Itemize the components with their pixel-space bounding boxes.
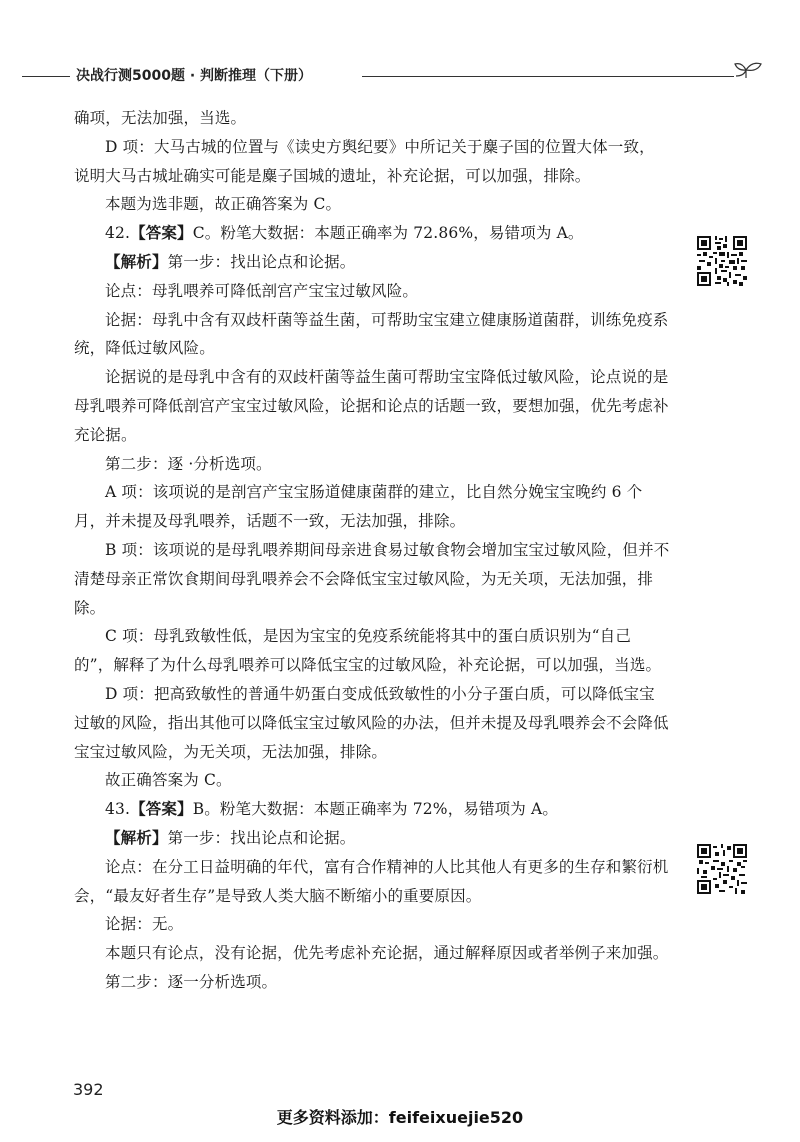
analysis-text: 第一步：找出论点和论据。 [167, 252, 356, 271]
paragraph: C 项：母乳致敏性低，是因为宝宝的免疫系统能将其中的蛋白质识别为“自己的”，解释了为什么母乳喂养可以降低宝宝的过敏风险，补充论据，可以加强，当选。 [74, 627, 662, 675]
paragraph: D 项：大马古城的位置与《读史方舆纪要》中所记关于麋子国的位置大体一致，说明大马古城址确实可能是麋子国城的遗址，补充论据，可以加强，排除。 [74, 137, 655, 185]
paragraph: 本题为选非题，故正确答案为 C。 [105, 195, 342, 214]
answer-text: C。粉笔大数据：本题正确率为 72.86%，易错项为 A。 [192, 224, 584, 243]
answer-label: 【答案】 [130, 799, 193, 819]
header-rule-left [22, 76, 70, 77]
analysis-text: 第一步：找出论点和论据。 [167, 828, 356, 847]
paragraph: B 项：该项说的是母乳喂养期间母亲进食易过敏食物会增加宝宝过敏风险，但并不清楚母亲正常饮食期间母乳喂养会不会降低宝宝过敏风险，为无关项，无法加强，排除。 [74, 540, 670, 617]
analysis-line [74, 248, 670, 277]
paragraph: 论点：在分工日益明确的年代，富有合作精神的人比其他人有更多的生存和繁衍机会，“最友好者生存”是导致人类大脑不断缩小的重要原因。 [74, 857, 669, 905]
question-number: 42. [105, 224, 131, 243]
running-header [22, 58, 762, 92]
paragraph: D 项：把高致敏性的普通牛奶蛋白变成低致敏性的小分子蛋白质，可以降低宝宝过敏的风险，指出其他可以降低宝宝过敏风险的办法，但并未提及母乳喂养会不会降低宝宝过敏风险，为无关项，无法加强，排除。 [74, 684, 669, 761]
qr-code[interactable] [697, 844, 747, 894]
sprout-icon [730, 58, 766, 88]
answer-line-43 [74, 795, 670, 824]
answer-text: B。粉笔大数据：本题正确率为 72%，易错项为 A。 [192, 800, 559, 819]
qr-code-image [697, 236, 747, 286]
analysis-label: 【解析】 [105, 251, 168, 271]
paragraph: 第二步：逐一分析选项。 [105, 972, 278, 991]
analysis-label: 【解析】 [105, 827, 168, 847]
paragraph: 确项，无法加强，当选。 [74, 109, 247, 127]
paragraph: 第二步：逐 ·分析选项。 [105, 454, 272, 473]
analysis-line [74, 824, 670, 853]
qr-code-image [697, 844, 747, 894]
footer-note: 更多资料添加：feifeixuejie520 [276, 1108, 524, 1127]
answer-content [74, 104, 670, 997]
answer-line-42 [74, 219, 670, 248]
paragraph: 论据说的是母乳中含有的双歧杆菌等益生菌可帮助宝宝降低过敏风险，论点说的是母乳喂养可降低剖宫产宝宝过敏风险，论据和论点的话题一致，要想加强，优先考虑补充论据。 [74, 368, 669, 444]
paragraph: 故正确答案为 C。 [105, 771, 232, 790]
qr-code[interactable] [697, 236, 747, 286]
paragraph: 论据：母乳中含有双歧杆菌等益生菌，可帮助宝宝建立健康肠道菌群，训练免疫系统，降低过敏风险。 [74, 310, 669, 358]
page-number: 392 [73, 1080, 104, 1099]
header-rule-right [362, 76, 734, 77]
question-number: 43. [105, 800, 131, 819]
paragraph: A 项：该项说的是剖宫产宝宝肠道健康菌群的建立，比自然分娩宝宝晚约 6 个月，并未提及母乳喂养，话题不一致，无法加强，排除。 [74, 483, 643, 531]
book-title: 决战行测5000题 · 判断推理（下册） [76, 68, 313, 84]
paragraph: 论点：母乳喂养可降低剖宫产宝宝过敏风险。 [105, 281, 419, 300]
answer-label: 【答案】 [130, 223, 193, 243]
paragraph: 论据：无。 [105, 915, 184, 934]
paragraph: 本题只有论点，没有论据，优先考虑补充论据，通过解释原因或者举例子来加强。 [105, 944, 669, 963]
